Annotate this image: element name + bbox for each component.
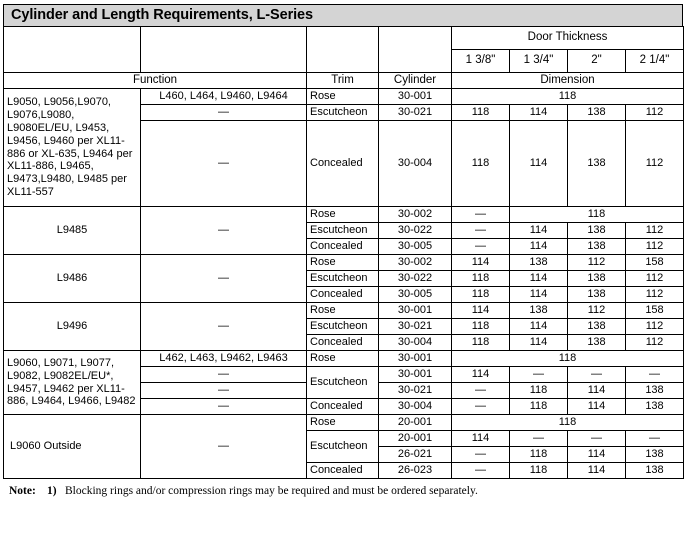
dimension-cell: 114 bbox=[510, 319, 568, 335]
cylinder-cell: 30-021 bbox=[379, 319, 452, 335]
dimension-cell: 118 bbox=[452, 121, 510, 207]
function-sub-cell: — bbox=[141, 367, 307, 383]
dimension-cell: 112 bbox=[568, 303, 626, 319]
table-header bbox=[4, 27, 684, 89]
dimension-cell: 158 bbox=[626, 303, 684, 319]
dimension-cell: 138 bbox=[568, 287, 626, 303]
dimension-cell: 118 bbox=[452, 319, 510, 335]
dimension-cell: — bbox=[568, 431, 626, 447]
cylinder-cell: 30-001 bbox=[379, 303, 452, 319]
dimension-cell: 138 bbox=[626, 383, 684, 399]
dimension-cell: 114 bbox=[452, 303, 510, 319]
header-function-label: Function bbox=[4, 73, 307, 89]
header-trim-blank bbox=[307, 27, 379, 73]
cylinder-cell: 20-001 bbox=[379, 415, 452, 431]
page-title: Cylinder and Length Requirements, L-Series bbox=[11, 7, 313, 24]
dimension-cell: 138 bbox=[510, 303, 568, 319]
header-thickness-2: 2" bbox=[568, 50, 626, 73]
dimension-merged-cell: 118 bbox=[452, 351, 684, 367]
dimension-cell: 112 bbox=[568, 255, 626, 271]
dimension-cell: — bbox=[626, 431, 684, 447]
dimension-merged-cell: 118 bbox=[452, 415, 684, 431]
trim-cell: Concealed bbox=[307, 121, 379, 207]
dimension-cell: 114 bbox=[510, 287, 568, 303]
dimension-cell: 114 bbox=[510, 271, 568, 287]
cylinder-cell: 30-004 bbox=[379, 335, 452, 351]
table-body bbox=[4, 89, 684, 479]
function-sub-cell: — bbox=[141, 105, 307, 121]
dimension-cell: 114 bbox=[510, 223, 568, 239]
dimension-cell: — bbox=[568, 367, 626, 383]
dimension-merged-cell: 118 bbox=[510, 207, 684, 223]
function-sub-cell: — bbox=[141, 121, 307, 207]
header-row-door-thickness bbox=[4, 27, 684, 50]
dimension-cell: 112 bbox=[626, 223, 684, 239]
trim-cell: Escutcheon bbox=[307, 431, 379, 463]
cylinder-cell: 30-005 bbox=[379, 287, 452, 303]
trim-cell: Rose bbox=[307, 303, 379, 319]
dimension-cell: 118 bbox=[510, 399, 568, 415]
cylinder-cell: 30-001 bbox=[379, 351, 452, 367]
dimension-cell: 138 bbox=[568, 223, 626, 239]
dimension-cell: 112 bbox=[626, 335, 684, 351]
dimension-cell: 114 bbox=[452, 431, 510, 447]
dimension-cell: — bbox=[452, 447, 510, 463]
cylinder-requirements-table bbox=[3, 26, 684, 479]
trim-cell: Rose bbox=[307, 207, 379, 223]
dimension-cell: 114 bbox=[568, 399, 626, 415]
header-thickness-1-3-4: 1 3/4" bbox=[510, 50, 568, 73]
cylinder-cell: 30-021 bbox=[379, 105, 452, 121]
function-sub-cell: — bbox=[141, 303, 307, 351]
dimension-cell: 118 bbox=[452, 105, 510, 121]
dimension-cell: 112 bbox=[626, 319, 684, 335]
function-sub-cell: — bbox=[141, 207, 307, 255]
cylinder-cell: 20-001 bbox=[379, 431, 452, 447]
function-sub-cell: — bbox=[141, 255, 307, 303]
dimension-cell: 112 bbox=[626, 271, 684, 287]
header-cylinder-label: Cylinder bbox=[379, 73, 452, 89]
dimension-cell: 138 bbox=[568, 271, 626, 287]
cylinder-cell: 30-021 bbox=[379, 383, 452, 399]
trim-cell: Concealed bbox=[307, 239, 379, 255]
trim-cell: Escutcheon bbox=[307, 271, 379, 287]
header-thickness-2-1-4: 2 1/4" bbox=[626, 50, 684, 73]
header-row-labels bbox=[4, 73, 684, 89]
dimension-cell: 114 bbox=[510, 239, 568, 255]
footnote-text: Blocking rings and/or compression rings may be required and must be ordered separately. bbox=[65, 485, 478, 497]
dimension-cell: 138 bbox=[568, 335, 626, 351]
table-row bbox=[4, 415, 684, 431]
function-sub-cell: — bbox=[141, 415, 307, 479]
table-row bbox=[4, 255, 684, 271]
cylinder-cell: 30-004 bbox=[379, 121, 452, 207]
dimension-cell: — bbox=[452, 383, 510, 399]
dimension-cell: 138 bbox=[568, 121, 626, 207]
table-row bbox=[4, 351, 684, 367]
dimension-cell: 138 bbox=[568, 239, 626, 255]
function-cell: L9060 Outside bbox=[4, 415, 141, 479]
header-trim-label: Trim bbox=[307, 73, 379, 89]
cylinder-cell: 30-004 bbox=[379, 399, 452, 415]
dimension-cell: 138 bbox=[626, 447, 684, 463]
function-sub-cell: L462, L463, L9462, L9463 bbox=[141, 351, 307, 367]
cylinder-cell: 26-023 bbox=[379, 463, 452, 479]
function-cell: L9496 bbox=[4, 303, 141, 351]
dimension-cell: 114 bbox=[568, 383, 626, 399]
header-thickness-1-3-8: 1 3/8" bbox=[452, 50, 510, 73]
trim-cell: Concealed bbox=[307, 399, 379, 415]
header-dimension-label: Dimension bbox=[452, 73, 684, 89]
dimension-cell: 114 bbox=[510, 105, 568, 121]
dimension-cell: — bbox=[452, 223, 510, 239]
dimension-cell: 118 bbox=[510, 447, 568, 463]
cylinder-cell: 30-005 bbox=[379, 239, 452, 255]
trim-cell: Rose bbox=[307, 89, 379, 105]
dimension-merged-cell: 118 bbox=[452, 89, 684, 105]
dimension-cell: 138 bbox=[568, 105, 626, 121]
dimension-cell: 114 bbox=[510, 335, 568, 351]
footnote-label: Note: bbox=[9, 485, 36, 497]
function-sub-cell: — bbox=[141, 383, 307, 399]
trim-cell: Rose bbox=[307, 351, 379, 367]
trim-cell: Escutcheon bbox=[307, 223, 379, 239]
cylinder-cell: 30-001 bbox=[379, 367, 452, 383]
header-cylinder-blank bbox=[379, 27, 452, 73]
dimension-cell: 118 bbox=[510, 463, 568, 479]
trim-cell: Concealed bbox=[307, 463, 379, 479]
function-sub-cell: — bbox=[141, 399, 307, 415]
dimension-cell: 158 bbox=[626, 255, 684, 271]
cylinder-cell: 30-001 bbox=[379, 89, 452, 105]
cylinder-cell: 30-022 bbox=[379, 223, 452, 239]
footnote-number: 1) bbox=[47, 485, 57, 497]
cylinder-cell: 30-002 bbox=[379, 255, 452, 271]
dimension-cell: 118 bbox=[510, 383, 568, 399]
trim-cell: Escutcheon bbox=[307, 319, 379, 335]
table-row bbox=[4, 207, 684, 223]
trim-cell: Escutcheon bbox=[307, 105, 379, 121]
dimension-cell: — bbox=[452, 399, 510, 415]
trim-cell: Concealed bbox=[307, 335, 379, 351]
dimension-cell: 114 bbox=[452, 255, 510, 271]
dimension-cell: — bbox=[626, 367, 684, 383]
dimension-cell: 112 bbox=[626, 287, 684, 303]
dimension-cell: 138 bbox=[510, 255, 568, 271]
table-row bbox=[4, 303, 684, 319]
function-cell: L9060, L9071, L9077, L9082, L9082EL/EU*, L9457, L9462 per XL11-886, L9464, L9466, L9482 bbox=[4, 351, 141, 415]
function-cell: L9050, L9056,L9070, L9076,L9080, L9080EL/EU, L9453, L9456, L9460 per XL11-886 or XL-635, L9464 per XL11-886, L9465, L9473,L9480, L9485 per XL11-557 bbox=[4, 89, 141, 207]
dimension-cell: 118 bbox=[452, 287, 510, 303]
dimension-cell: 138 bbox=[568, 319, 626, 335]
dimension-cell: 114 bbox=[568, 463, 626, 479]
dimension-cell: 112 bbox=[626, 105, 684, 121]
dimension-cell: 114 bbox=[510, 121, 568, 207]
trim-cell: Escutcheon bbox=[307, 367, 379, 399]
dimension-cell: 112 bbox=[626, 239, 684, 255]
dimension-cell: — bbox=[452, 239, 510, 255]
trim-cell: Rose bbox=[307, 255, 379, 271]
header-function-blank bbox=[4, 27, 141, 73]
dimension-cell: 138 bbox=[626, 399, 684, 415]
cylinder-cell: 30-002 bbox=[379, 207, 452, 223]
cylinder-cell: 30-022 bbox=[379, 271, 452, 287]
function-sub-cell: L460, L464, L9460, L9464 bbox=[141, 89, 307, 105]
dimension-cell: — bbox=[510, 431, 568, 447]
dimension-cell: — bbox=[452, 463, 510, 479]
dimension-cell: 118 bbox=[452, 335, 510, 351]
header-function-sub-blank bbox=[141, 27, 307, 73]
trim-cell: Concealed bbox=[307, 287, 379, 303]
dimension-cell: 112 bbox=[626, 121, 684, 207]
dimension-cell: 114 bbox=[452, 367, 510, 383]
header-door-thickness: Door Thickness bbox=[452, 27, 684, 50]
dimension-cell: 114 bbox=[568, 447, 626, 463]
dimension-cell: — bbox=[452, 207, 510, 223]
dimension-cell: — bbox=[510, 367, 568, 383]
trim-cell: Rose bbox=[307, 415, 379, 431]
table-row bbox=[4, 89, 684, 105]
function-cell: L9486 bbox=[4, 255, 141, 303]
footnote bbox=[3, 485, 683, 497]
dimension-cell: 118 bbox=[452, 271, 510, 287]
table-title-bar bbox=[3, 4, 683, 26]
dimension-cell: 138 bbox=[626, 463, 684, 479]
function-cell: L9485 bbox=[4, 207, 141, 255]
cylinder-cell: 26-021 bbox=[379, 447, 452, 463]
